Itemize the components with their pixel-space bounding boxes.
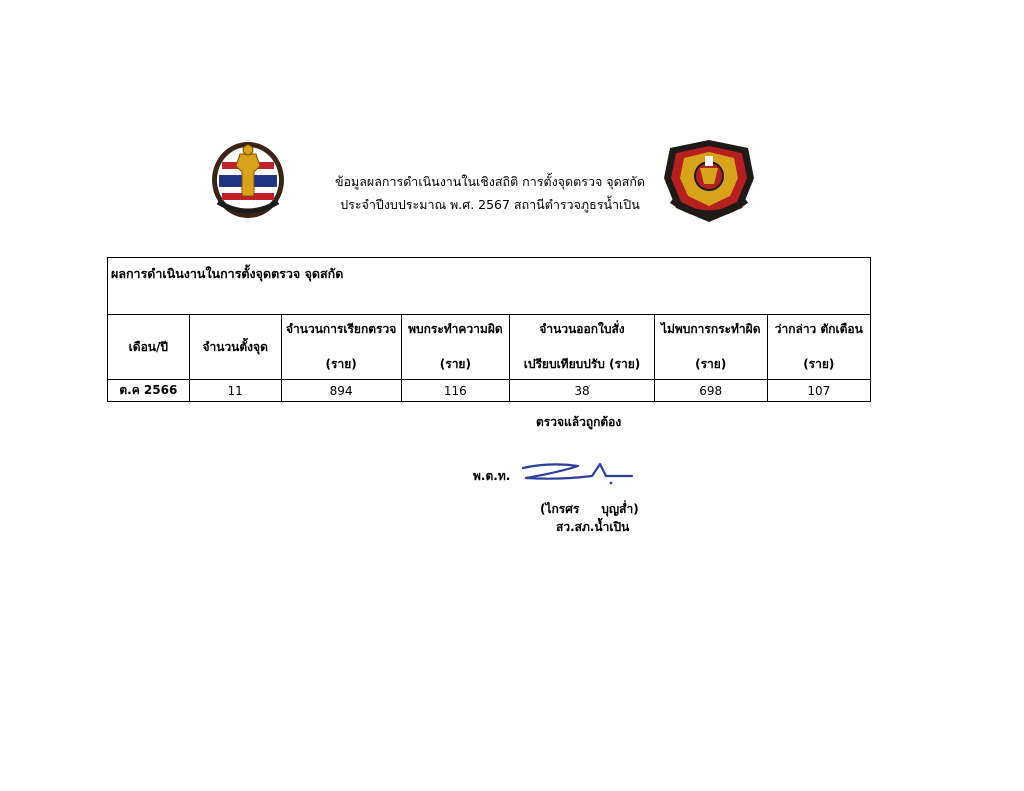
cell-inspections: 894 [281,380,401,402]
police-station-emblem-icon [210,136,286,220]
signer-position: สว.สภ.น้ำเปิน [556,520,630,534]
cell-month: ต.ค 2566 [108,380,190,402]
report-header [300,170,680,216]
table-header-row [108,315,871,380]
cell-checkpoints: 11 [189,380,281,402]
signer-rank: พ.ต.ท. [473,469,511,483]
cell-offenses: 116 [401,380,510,402]
results-table [107,257,871,402]
column-header-inspections: จำนวนการเรียกตรวจ (ราย) [281,315,401,380]
report-title-line2: ประจำปีงบประมาณ พ.ศ. 2567 สถานีตำรวจภูธรน้ำเปิน [340,197,640,212]
cell-warnings: 107 [767,380,870,402]
report-title-line1: ข้อมูลผลการดำเนินงานในเชิงสถิติ การตั้งจุดตรวจ จุดสกัด [334,174,646,189]
cell-no-offense: 698 [654,380,767,402]
handwritten-signature [520,458,636,490]
table-row [108,380,871,402]
column-header-checkpoints: จำนวนตั้งจุด [189,315,281,380]
column-header-warnings: ว่ากล่าว ตักเตือน (ราย) [767,315,870,380]
column-header-offenses: พบกระทำความผิด (ราย) [401,315,510,380]
table-title: ผลการดำเนินงานในการตั้งจุดตรวจ จุดสกัด [108,258,871,315]
signer-last-name: บุญส่ำ) [601,502,639,516]
signer-first-name: (ไกรศร [540,502,580,516]
verification-note: ตรวจแล้วถูกต้อง [536,415,622,429]
cell-tickets: 38 [510,380,655,402]
column-header-tickets: จำนวนออกใบสั่ง เปรียบเทียบปรับ (ราย) [510,315,655,380]
signer-name [540,500,639,519]
column-header-month: เดือน/ปี [108,315,190,380]
column-header-no-offense: ไม่พบการกระทำผิด (ราย) [654,315,767,380]
